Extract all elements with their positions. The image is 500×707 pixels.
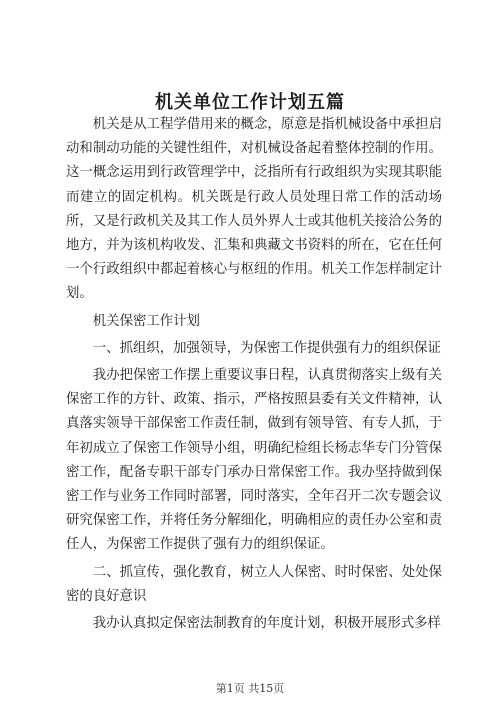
subheading-2: 二、抓宣传，强化教育，树立人人保密、时时保密、处处保密的良好意识	[66, 564, 442, 604]
paragraph-2: 我办认真拟定保密法制教育的年度计划，积极开展形式多样	[92, 616, 441, 632]
paragraph-1: 我办把保密工作摆上重要议事日程，认真贯彻落实上级有关保密工作的方针、政策、指示，严格按照县委有关文件精神，认真落实领导干部保密工作责任制，做到有领导管、有专人抓，于年初成立了保密工作领导小组，明确纪检组长杨志华专门分管保密工作，配备专职干部专门承办日常保密工作。我办坚持做到保密工作与业务工作同时部署，同时落实，全年召开二次专题会议研究保密工作，并将任务分解细化，明确相应的责任办公室和责任人，为保密工作提供了强有力的组织保证。	[66, 368, 442, 553]
document-title: 机关单位工作计划五篇	[155, 92, 345, 113]
section-heading: 机关保密工作计划	[92, 313, 200, 329]
paragraph-intro: 机关是从工程学借用来的概念，原意是指机械设备中承担启动和制动功能的关键性组件，对机械设备起着整体控制的作用。这一概念运用到行政管理学中，泛指所有行政组织为实现其职能而建立的固定机构。机关既是行政人员处理日常工作的活动场所，又是行政机关及其工作人员外界人士或其他机关接洽公务的地方，并为该机构收发、汇集和典藏文书资料的所在，它在任何一个行政组织中都起着核心与枢纽的作用。机关工作怎样制定计划。	[66, 117, 442, 302]
page-footer: 第1页 共15页	[215, 682, 285, 695]
subheading-1: 一、抓组织，加强领导，为保密工作提供强有力的组织保证	[92, 340, 441, 356]
document-body	[66, 113, 442, 636]
